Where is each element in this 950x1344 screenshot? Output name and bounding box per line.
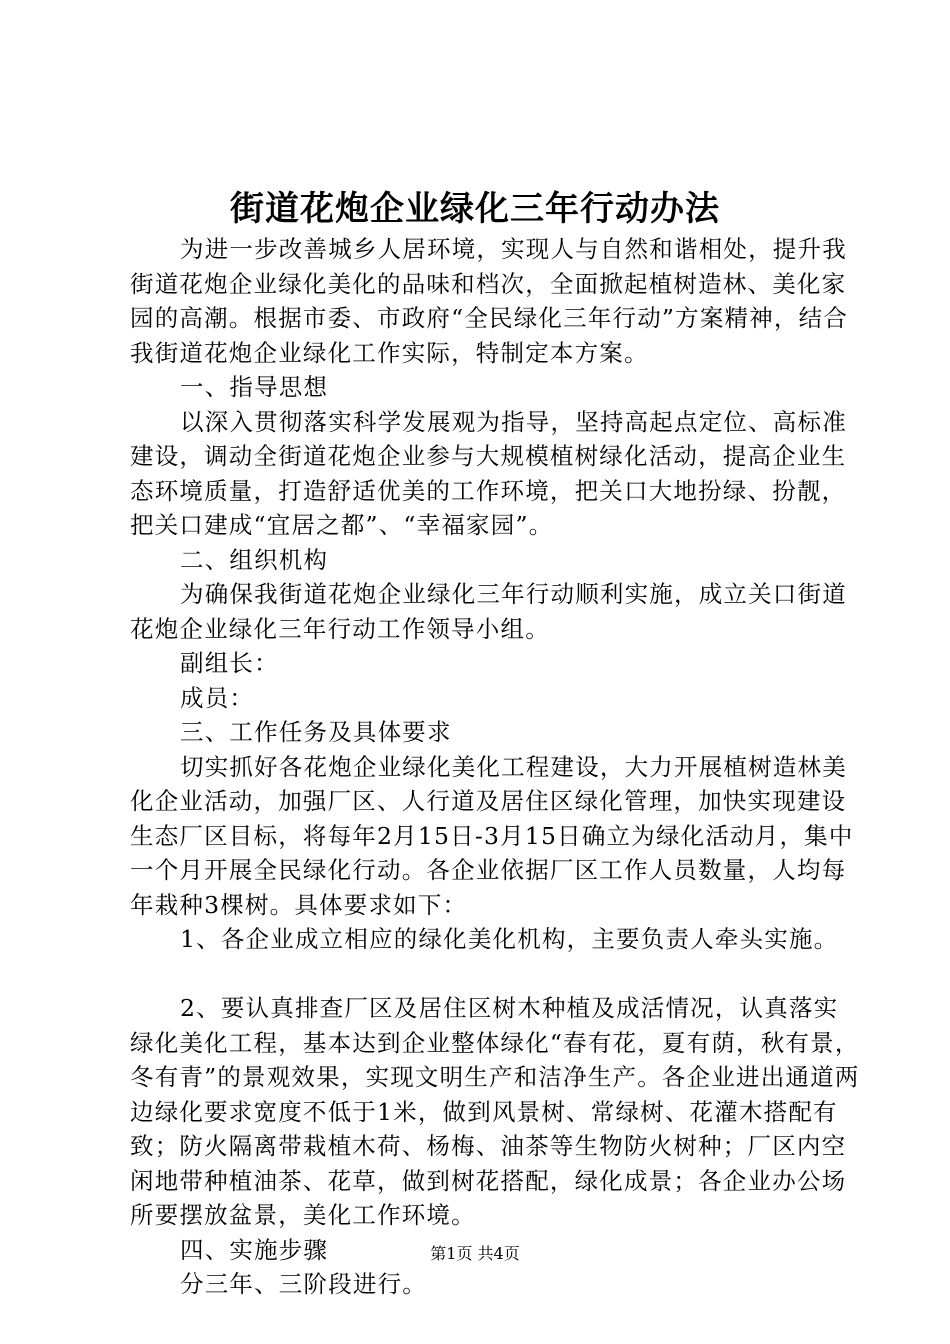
document-body	[130, 232, 860, 1302]
section-heading-guiding-thought: 一、指导思想	[180, 373, 329, 401]
requirement-1: 1、各企业成立相应的绿化美化机构，主要负责人牵头实施。	[180, 925, 839, 953]
organization-paragraph: 为确保我街道花炮企业绿化三年行动顺利实施，成立关口街道花炮企业绿化三年行动工作领导小组。	[130, 580, 847, 643]
members-line: 成员：	[180, 683, 255, 712]
blank-line	[130, 957, 860, 992]
document-title: 街道花炮企业绿化三年行动办法	[230, 189, 720, 229]
guiding-thought-paragraph: 以深入贯彻落实科学发展观为指导，坚持高起点定位、高标准建设，调动全街道花炮企业参与大规模植树绿化活动，提高企业生态环境质量，打造舒适优美的工作环境，把关口大地扮绿、扮靓，把关口建成“宜居之都”、“幸福家园”。	[130, 407, 847, 539]
section-heading-steps: 四、实施步骤	[180, 1235, 329, 1264]
requirement-2: 2、要认真排查厂区及居住区树木种植及成活情况，认真落实绿化美化工程，基本达到企业整体绿化“春有花，夏有荫，秋有景，冬有青”的景观效果，实现文明生产和洁净生产。各企业进出通道两边绿化要求宽度不低于1米，做到风景树、常绿树、花灌木搭配有致；防火隔离带栽植木荷、杨梅、油茶等生物防火树种；厂区内空闲地带种植油茶、花草，做到树花搭配，绿化成景；各企业办公场所要摆放盆景，美化工作环境。	[130, 994, 860, 1229]
page-footer: 第1页 共4页	[430, 1244, 520, 1263]
section-heading-organization: 二、组织机构	[180, 545, 329, 574]
intro-paragraph: 为进一步改善城乡人居环境，实现人与自然和谐相处，提升我街道花炮企业绿化美化的品味和档次，全面掀起植树造林、美化家园的高潮。根据市委、市政府“全民绿化三年行动”方案精神，结合我街道花炮企业绿化工作实际，特制定本方案。	[130, 235, 849, 367]
tasks-paragraph: 切实抓好各花炮企业绿化美化工程建设，大力开展植树造林美化企业活动，加强厂区、人行道及居住区绿化管理，加快实现建设生态厂区目标，将每年2月15日-3月15日确立为绿化活动月，集中一个月开展全民绿化行动。各企业依据厂区工作人员数量，人均每年栽种3棵树。具体要求如下：	[130, 752, 854, 919]
section-heading-tasks: 三、工作任务及具体要求	[180, 718, 452, 746]
steps-paragraph: 分三年、三阶段进行。	[180, 1270, 427, 1298]
deputy-leader-line: 副组长：	[180, 649, 279, 677]
